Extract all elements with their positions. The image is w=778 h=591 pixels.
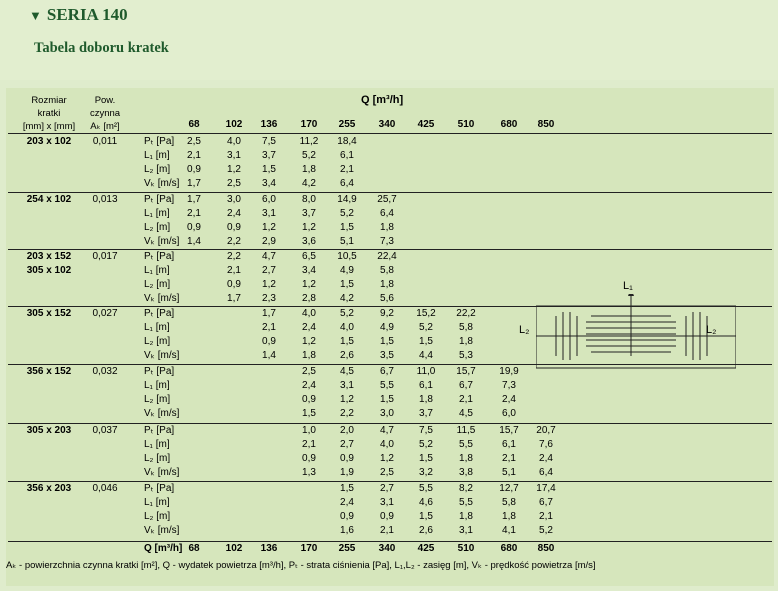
table-cell: 3,4 [262, 178, 276, 189]
table-cell: 2,1 [502, 453, 516, 464]
q-footer-340: 340 [378, 543, 396, 554]
table-cell: 4,2 [340, 293, 354, 304]
table-row [6, 453, 774, 467]
q-col-680: 680 [500, 119, 518, 130]
q-col-255: 255 [338, 119, 356, 130]
table-cell: 1,8 [302, 164, 316, 175]
table-cell: 1,7 [187, 194, 201, 205]
table-cell: 5,5 [419, 483, 433, 494]
param-label: L₂ [m] [144, 279, 171, 290]
table-cell: 2,0 [340, 425, 354, 436]
table-row [6, 497, 774, 511]
table-cell: 2,7 [262, 265, 276, 276]
table-cell: 1,8 [380, 222, 394, 233]
table-cell: 19,9 [499, 366, 519, 377]
q-footer-850: 850 [537, 543, 555, 554]
table-cell: 18,4 [337, 136, 357, 147]
table-cell: 5,6 [380, 293, 394, 304]
grille-size: 356 x 203 [26, 483, 72, 494]
param-label: L₁ [m] [144, 208, 170, 219]
table-cell: 1,5 [419, 511, 433, 522]
table-cell: 3,7 [302, 208, 316, 219]
table-cell: 0,9 [302, 394, 316, 405]
table-cell: 11,5 [456, 425, 476, 436]
table-cell: 4,9 [380, 322, 394, 333]
table-cell: 4,0 [302, 308, 316, 319]
table-row [6, 236, 774, 250]
table-cell: 3,4 [302, 265, 316, 276]
table-cell: 1,8 [380, 279, 394, 290]
table-row [6, 178, 774, 192]
table-cell: 0,9 [262, 336, 276, 347]
table-cell: 25,7 [377, 194, 397, 205]
table-cell: 2,4 [539, 453, 553, 464]
grille-size: 356 x 152 [26, 366, 72, 377]
table-cell: 6,0 [262, 194, 276, 205]
table-cell: 1,5 [340, 222, 354, 233]
table-row [6, 408, 774, 422]
table-cell: 2,6 [340, 350, 354, 361]
active-area: 0,037 [92, 425, 118, 436]
table-cell: 1,8 [459, 336, 473, 347]
table-row [6, 425, 774, 439]
table-cell: 5,8 [380, 265, 394, 276]
q-footer-row: Q [m³/h] 68 102 136 170 255 340 425 510 680 850 [6, 543, 774, 557]
table-cell: 0,9 [380, 511, 394, 522]
table-cell: 5,8 [459, 322, 473, 333]
table-cell: 2,1 [459, 394, 473, 405]
table-cell: 3,7 [419, 408, 433, 419]
divider [8, 133, 772, 134]
table-row [6, 439, 774, 453]
table-cell: 1,8 [459, 511, 473, 522]
grille-size: 254 x 102 [26, 194, 72, 205]
table-cell: 6,4 [340, 178, 354, 189]
series-title: ▼ SERIA 140 [29, 5, 128, 24]
table-cell: 3,1 [459, 525, 473, 536]
table-cell: 14,9 [337, 194, 357, 205]
table-cell: 15,2 [416, 308, 436, 319]
table-row [6, 467, 774, 481]
table-row [6, 150, 774, 164]
area-header: Pow. czynna Aₖ [m²] [89, 95, 121, 132]
table-cell: 5,1 [502, 467, 516, 478]
table-cell: 4,4 [419, 350, 433, 361]
table-cell: 1,0 [302, 425, 316, 436]
param-label: L₂ [m] [144, 164, 171, 175]
table-cell: 5,5 [380, 380, 394, 391]
table-cell: 2,1 [262, 322, 276, 333]
table-cell: 3,1 [227, 150, 241, 161]
table-cell: 5,1 [340, 236, 354, 247]
table-cell: 2,2 [227, 236, 241, 247]
active-area: 0,046 [92, 483, 118, 494]
grille-size: 305 x 152 [26, 308, 72, 319]
table-cell: 22,4 [377, 251, 397, 262]
table-cell: 5,2 [340, 308, 354, 319]
table-row [6, 194, 774, 208]
table-row [6, 265, 774, 279]
table-cell: 3,1 [262, 208, 276, 219]
active-area: 0,013 [92, 194, 118, 205]
table-row [6, 483, 774, 497]
divider [8, 423, 772, 424]
table-cell: 2,1 [340, 164, 354, 175]
legend: Aₖ - powierzchnia czynna kratki [m²], Q - wydatek powietrza [m³/h], Pₜ - strata ciśnienia [Pa], L₁,L₂ - zasięg [m], Vₖ - prędkość powietrza [m/s] [6, 560, 596, 571]
table-cell: 2,5 [380, 467, 394, 478]
table-cell: 1,2 [380, 453, 394, 464]
table-cell: 3,1 [340, 380, 354, 391]
table-cell: 0,9 [302, 453, 316, 464]
table-row [6, 380, 774, 394]
table-cell: 0,9 [187, 164, 201, 175]
table-cell: 1,5 [262, 164, 276, 175]
table-row [6, 251, 774, 265]
param-label: Vₖ [m/s] [144, 178, 180, 189]
table-cell: 1,5 [340, 483, 354, 494]
table-cell: 1,5 [302, 408, 316, 419]
l2-right-label: L₂ [706, 324, 717, 336]
q-col-425: 425 [417, 119, 435, 130]
table-row [6, 136, 774, 150]
q-footer-425: 425 [417, 543, 435, 554]
param-label: Pₜ [Pa] [144, 251, 175, 262]
table-cell: 0,9 [340, 453, 354, 464]
table-row [6, 222, 774, 236]
table-cell: 20,7 [536, 425, 556, 436]
table-cell: 5,2 [340, 208, 354, 219]
table-cell: 1,7 [227, 293, 241, 304]
table-cell: 5,2 [302, 150, 316, 161]
param-label: L₂ [m] [144, 394, 171, 405]
table-cell: 2,1 [539, 511, 553, 522]
param-label: Pₜ [Pa] [144, 136, 175, 147]
l2-left-label: L₂ [519, 324, 530, 336]
table-row [6, 511, 774, 525]
table-subtitle: Tabela doboru kratek [34, 40, 169, 56]
param-label: L₁ [m] [144, 322, 170, 333]
table-cell: 3,2 [419, 467, 433, 478]
table-cell: 4,0 [227, 136, 241, 147]
table-cell: 1,2 [227, 164, 241, 175]
table-cell: 6,7 [380, 366, 394, 377]
q-footer-136: 136 [260, 543, 278, 554]
param-label: L₂ [m] [144, 511, 171, 522]
grille-size: 203 x 102 [26, 136, 72, 147]
active-area: 0,027 [92, 308, 118, 319]
size-header: Rozmiar kratki [mm] x [mm] [22, 95, 76, 132]
table-cell: 15,7 [456, 366, 476, 377]
table-row [6, 279, 774, 293]
table-cell: 4,2 [302, 178, 316, 189]
table-cell: 2,1 [187, 208, 201, 219]
table-cell: 1,6 [340, 525, 354, 536]
param-label: Vₖ [m/s] [144, 467, 180, 478]
param-label: Vₖ [m/s] [144, 293, 180, 304]
table-cell: 12,7 [499, 483, 519, 494]
table-cell: 2,6 [419, 525, 433, 536]
table-cell: 1,5 [380, 394, 394, 405]
grille-size: 305 x 203 [26, 425, 72, 436]
table-cell: 1,2 [302, 222, 316, 233]
table-cell: 1,4 [187, 236, 201, 247]
q-footer-680: 680 [500, 543, 518, 554]
table-cell: 3,8 [459, 467, 473, 478]
table-cell: 1,3 [302, 467, 316, 478]
table-cell: 2,2 [227, 251, 241, 262]
table-cell: 6,7 [539, 497, 553, 508]
table-cell: 1,8 [502, 511, 516, 522]
table-cell: 4,1 [502, 525, 516, 536]
param-label: L₂ [m] [144, 453, 171, 464]
table-cell: 1,7 [262, 308, 276, 319]
table-cell: 2,3 [262, 293, 276, 304]
q-col-170: 170 [300, 119, 318, 130]
table-cell: 5,2 [539, 525, 553, 536]
table-cell: 8,2 [459, 483, 473, 494]
table-cell: 4,7 [262, 251, 276, 262]
table-cell: 1,2 [340, 394, 354, 405]
grille-size: 203 x 152 [26, 251, 72, 262]
active-area: 0,017 [92, 251, 118, 262]
table-cell: 5,2 [419, 322, 433, 333]
table-cell: 1,5 [419, 453, 433, 464]
table-cell: 8,0 [302, 194, 316, 205]
table-cell: 3,0 [227, 194, 241, 205]
q-col-340: 340 [378, 119, 396, 130]
q-col-510: 510 [457, 119, 475, 130]
table-cell: 2,5 [187, 136, 201, 147]
q-footer-255: 255 [338, 543, 356, 554]
q-col-850: 850 [537, 119, 555, 130]
param-label: Vₖ [m/s] [144, 408, 180, 419]
l1-label: L₁ [623, 280, 633, 292]
table-cell: 1,8 [419, 394, 433, 405]
table-cell: 2,1 [380, 525, 394, 536]
table-row [6, 525, 774, 539]
table-cell: 1,5 [340, 279, 354, 290]
param-label: Pₜ [Pa] [144, 194, 175, 205]
table-cell: 15,7 [499, 425, 519, 436]
q-col-68: 68 [188, 119, 200, 130]
table-cell: 4,0 [340, 322, 354, 333]
divider [8, 249, 772, 250]
param-label: L₁ [m] [144, 439, 170, 450]
table-cell: 1,8 [459, 453, 473, 464]
divider [8, 192, 772, 193]
param-label: Vₖ [m/s] [144, 525, 180, 536]
selection-table: Rozmiar kratki [mm] x [mm] Pow. czynna Aₖ [m²] Q [m³/h] 68 102 136 170 255 340 425 510 680 850 203 x 102 0,011 Pₜ [Pa] 2,5 4,0 7,5 11,2 18,4 L₁ [m] 2,1 3,1 3,7 5,2 6,1 L₂ [m] 0,9 1,2 1,5 1,8 2,1 Vₖ [m/s] 1,7 2,5 3,4 4,2 6,4 254 x 102 0,013 Pₜ [Pa] 1,7 3,0 6,0 8,0 14,9 25,7 L₁ [m] 2,1 2,4 3,1 3,7 5,2 6,4 L₂ [m] 0,9 0,9 1,2 1,2 1,5 1,8 Vₖ [m/s] 1,4 2,2 2,9 3,6 5,1 7,3 203 x 152 305 x 102 0,017 Pₜ [Pa] 2,2 4,7 6,5 10,5 22,4 L₁ [m] 2,1 2,7 3,4 4,9 5,8 L₂ [m] 0,9 1,2 1,2 1,5 1,8 Vₖ [m/s] 1,7 2,3 2,8 4,2 5,6 305 x 152 0,027 Pₜ [Pa] 1,7 4,0 5,2 9,2 15,2 22,2 L₁ [m] 2,1 2,4 4,0 4,9 5,2 5,8 L₂ [m] 0,9 1,2 1,5 1,5 1,5 1,8 Vₖ [m/s] 1,4 1,8 2,6 3,5 4,4 5,3 356 x 152 0,032 Pₜ [Pa] 2,5 4,5 6,7 11,0 15,7 19,9 L₁ [m] 2,4 3,1 5,5 6,1 6,7 7,3 L₂ [m] 0,9 1,2 1,5 1,8 2,1 2,4 Vₖ [m/s] 1,5 2,2 3,0 3,7 4,5 6,0 305 x 203 0,037 Pₜ [Pa] 1,0 2,0 4,7 7,5 11,5 15,7 20,7 L₁ [m] 2,1 2,7 4,0 5,2 5,5 6,1 7,6 L₂ [m] 0,9 0,9 1,2 1,5 1,8 2,1 2,4 Vₖ [m/s] 1,3 1,9 2,5 3,2 3,8 5,1 6,4 356 x 203 0,046 Pₜ [Pa] 1,5 2,7 5,5 8,2 12,7 17,4 L₁ [m] 2,4 3,1 4,6 5,5 5,8 6,7 L₂ [m] 0,9 0,9 1,5 1,8 1,8 2,1 Vₖ [m/s] 1,6 2,1 2,6 3,1 4,1 5,2 Q [m³/h] 68 102 136 170 255 340 425 510 680 850 L₁ L₂ L₂ [6, 88, 774, 586]
param-label: Pₜ [Pa] [144, 366, 175, 377]
divider [8, 481, 772, 482]
q-footer-102: 102 [225, 543, 243, 554]
table-cell: 5,8 [502, 497, 516, 508]
table-cell: 6,1 [502, 439, 516, 450]
table-cell: 6,4 [380, 208, 394, 219]
table-cell: 4,6 [419, 497, 433, 508]
divider [8, 541, 772, 542]
q-footer-170: 170 [300, 543, 318, 554]
param-label: L₁ [m] [144, 150, 170, 161]
table-cell: 2,5 [227, 178, 241, 189]
table-cell: 1,2 [262, 222, 276, 233]
param-label: L₂ [m] [144, 336, 171, 347]
param-label: Pₜ [Pa] [144, 425, 175, 436]
table-cell: 11,2 [299, 136, 319, 147]
table-cell: 2,4 [302, 322, 316, 333]
table-cell: 4,9 [340, 265, 354, 276]
param-label: Pₜ [Pa] [144, 483, 175, 494]
table-cell: 10,5 [337, 251, 357, 262]
table-cell: 1,9 [340, 467, 354, 478]
table-cell: 3,1 [380, 497, 394, 508]
table-cell: 1,5 [419, 336, 433, 347]
table-cell: 1,5 [380, 336, 394, 347]
table-cell: 17,4 [536, 483, 556, 494]
table-cell: 6,5 [302, 251, 316, 262]
table-cell: 2,4 [502, 394, 516, 405]
table-cell: 4,5 [340, 366, 354, 377]
table-cell: 6,1 [340, 150, 354, 161]
table-cell: 7,3 [380, 236, 394, 247]
table-row [6, 394, 774, 408]
table-cell: 5,5 [459, 497, 473, 508]
table-cell: 0,9 [187, 222, 201, 233]
table-cell: 4,7 [380, 425, 394, 436]
table-cell: 0,9 [227, 279, 241, 290]
table-cell: 4,5 [459, 408, 473, 419]
q-col-102: 102 [225, 119, 243, 130]
table-cell: 6,0 [502, 408, 516, 419]
param-label: L₁ [m] [144, 497, 170, 508]
table-row [6, 208, 774, 222]
param-label: L₂ [m] [144, 222, 171, 233]
table-cell: 22,2 [456, 308, 476, 319]
table-cell: 2,4 [302, 380, 316, 391]
active-area: 0,011 [92, 136, 118, 147]
table-cell: 5,3 [459, 350, 473, 361]
table-cell: 1,2 [262, 279, 276, 290]
triangle-down-icon: ▼ [29, 8, 42, 23]
table-cell: 2,4 [227, 208, 241, 219]
table-cell: 0,9 [340, 511, 354, 522]
q-col-136: 136 [260, 119, 278, 130]
q-footer-68: 68 [188, 543, 200, 554]
table-cell: 2,4 [340, 497, 354, 508]
table-cell: 2,8 [302, 293, 316, 304]
table-cell: 2,9 [262, 236, 276, 247]
table-cell: 2,1 [227, 265, 241, 276]
table-cell: 5,5 [459, 439, 473, 450]
param-label: L₁ [m] [144, 380, 170, 391]
table-cell: 2,1 [187, 150, 201, 161]
table-cell: 1,8 [302, 350, 316, 361]
table-cell: 2,2 [340, 408, 354, 419]
table-cell: 3,0 [380, 408, 394, 419]
table-cell: 0,9 [227, 222, 241, 233]
table-cell: 3,7 [262, 150, 276, 161]
q-footer-510: 510 [457, 543, 475, 554]
grille-size: 305 x 102 [26, 265, 72, 276]
table-cell: 2,5 [302, 366, 316, 377]
table-cell: 1,2 [302, 279, 316, 290]
param-label: Pₜ [Pa] [144, 308, 175, 319]
param-label: L₁ [m] [144, 265, 170, 276]
param-label: Vₖ [m/s] [144, 350, 180, 361]
table-cell: 3,5 [380, 350, 394, 361]
table-cell: 6,4 [539, 467, 553, 478]
table-cell: 2,7 [380, 483, 394, 494]
table-cell: 7,5 [262, 136, 276, 147]
table-cell: 1,2 [302, 336, 316, 347]
table-cell: 6,7 [459, 380, 473, 391]
table-cell: 7,3 [502, 380, 516, 391]
header [0, 0, 778, 80]
table-row [6, 164, 774, 178]
table-cell: 1,4 [262, 350, 276, 361]
table-cell: 2,1 [302, 439, 316, 450]
table-cell: 7,5 [419, 425, 433, 436]
table-cell: 9,2 [380, 308, 394, 319]
table-cell: 7,6 [539, 439, 553, 450]
table-cell: 11,0 [416, 366, 436, 377]
table-cell: 1,5 [340, 336, 354, 347]
table-cell: 1,7 [187, 178, 201, 189]
table-cell: 5,2 [419, 439, 433, 450]
table-cell: 6,1 [419, 380, 433, 391]
active-area: 0,032 [92, 366, 118, 377]
table-cell: 4,0 [380, 439, 394, 450]
table-cell: 3,6 [302, 236, 316, 247]
table-cell: 2,7 [340, 439, 354, 450]
param-label: Vₖ [m/s] [144, 236, 180, 247]
